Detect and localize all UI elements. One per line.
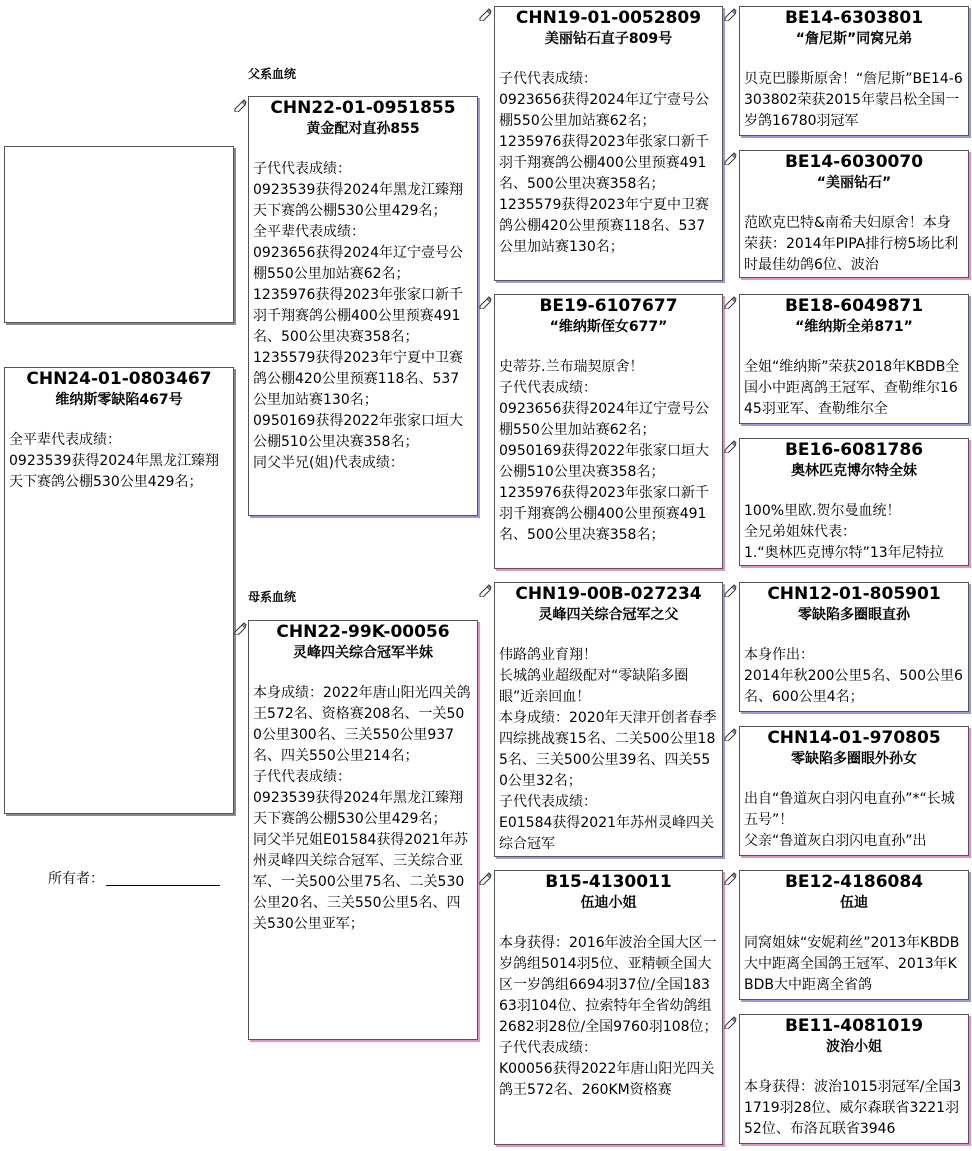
- pigeon-description: 100%里欧.贺尔曼血统！ 全兄弟姐妹代表： 1.“奥林匹克博尔特”13年尼特拉: [744, 503, 944, 561]
- pigeon-ring-number: CHN19-01-0052809: [515, 8, 702, 28]
- owner-label: 所有者：: [48, 871, 104, 887]
- pigeon-description: 子代代表成绩： 0923656获得2024年辽宁壹号公棚550公里加站赛62名； 1235976获得2023年张家口新千羽千翔赛鸽公棚400公里预赛491名、500公里决赛358名； 1235579获得2023年宁夏中卫赛鸽公棚420公里预赛118名、537公里加站赛130名；: [499, 71, 709, 255]
- pigeon-name: 伍迪小姐: [580, 895, 637, 911]
- pigeon-name: “詹尼斯”同窝兄弟: [795, 31, 913, 47]
- pigeon-description: 伟路鸽业育翔！ 长城鸽业超级配对“零缺陷多圈眼”近亲回血！ 本身成绩：2020年天津开创者春季四综挑战赛15名、二关500公里185名、三关500公里39名、四关550公里32名； 子代代表成绩： E01584获得2021年苏州灵峰四关综合冠军: [499, 647, 717, 852]
- sire-sire-dam-pigeon-card[interactable]: [739, 150, 969, 278]
- pigeon-name: 维纳斯零缺陷467号: [55, 392, 183, 408]
- pigeon-description: 史蒂芬.兰布瑞契原舍！ 子代代表成绩： 0923656获得2024年辽宁壹号公棚550公里加站赛62名； 0950169获得2022年张家口垣大公棚510公里决赛358名； 1235976获得2023年张家口新千羽千翔赛鸽公棚400公里预赛491名、500公里决赛358名；: [499, 359, 709, 543]
- pigeon-description: 本身作出： 2014年秋200公里5名、500公里6名、600公里4名；: [744, 647, 963, 705]
- pigeon-name: 灵峰四关综合冠军半妹: [293, 645, 433, 661]
- edit-pencil-icon[interactable]: [724, 584, 737, 597]
- edit-pencil-icon[interactable]: [724, 1016, 737, 1029]
- pigeon-ring-number: CHN12-01-805901: [767, 584, 941, 604]
- maternal-section-label: 母系血统: [248, 590, 297, 604]
- pigeon-ring-number: CHN22-01-0951855: [270, 98, 456, 118]
- pigeon-description: 本身获得：2016年波治全国大区一岁鸽组5014羽5位、亚精顿全国大区一岁鸽组6694羽37位/全国18363羽104位、拉索特年全省幼鸽组2682羽28位/全国9760羽108位； 子代代表成绩： K00056获得2022年唐山阳光四关鸽王572名、260KM资格赛: [499, 935, 718, 1098]
- pigeon-ring-number: CHN14-01-970805: [767, 728, 941, 748]
- pigeon-ring-number: BE11-4081019: [784, 1016, 924, 1036]
- dam-sire-sire-pigeon-card[interactable]: [739, 582, 969, 712]
- sire-dam-dam-pigeon-card[interactable]: [739, 438, 969, 566]
- pigeon-name: “维纳斯全弟871”: [795, 319, 913, 335]
- edit-pencil-icon[interactable]: [479, 8, 492, 21]
- pigeon-name: 伍迪: [840, 895, 868, 911]
- owner-field: [48, 868, 220, 888]
- dam-dam-dam-pigeon-card[interactable]: [739, 1014, 969, 1144]
- pigeon-name: 波治小姐: [826, 1039, 882, 1055]
- pigeon-ring-number: CHN24-01-0803467: [26, 369, 212, 389]
- dam-pigeon-card[interactable]: [248, 620, 478, 1040]
- paternal-section-label: 父系血统: [248, 67, 297, 81]
- pigeon-name: 零缺陷多圈眼直孙: [798, 607, 910, 623]
- sire-dam-sire-pigeon-card[interactable]: [739, 294, 969, 424]
- dam-sire-pigeon-card[interactable]: [494, 582, 723, 857]
- pigeon-ring-number: BE18-6049871: [784, 296, 924, 316]
- edit-pencil-icon[interactable]: [479, 872, 492, 885]
- pigeon-description: 同窝姐妹“安妮莉丝”2013年KBDB大中距离全国鸽王冠军、2013年KBDB大中距离全省鸽: [744, 935, 960, 993]
- dam-dam-sire-pigeon-card[interactable]: [739, 870, 969, 1000]
- edit-pencil-icon[interactable]: [234, 622, 247, 635]
- pigeon-ring-number: B15-4130011: [545, 872, 672, 892]
- edit-pencil-icon[interactable]: [724, 440, 737, 453]
- photo-frame: [4, 146, 234, 323]
- sire-pigeon-card[interactable]: [248, 96, 478, 516]
- pigeon-description: 本身成绩：2022年唐山阳光四关鸽王572名、资格赛208名、一关500公里300名、三关550公里937名、四关550公里214名； 子代代表成绩： 0923539获得2024年黑龙江臻翔天下赛鸽公棚530公里429名； 同父半兄姐E01584获得2021年苏州灵峰四关综合冠军、三关综合亚军、一关500公里75名、二关530公里20名、三关550公里5名、四关530公里亚军；: [253, 685, 471, 932]
- edit-pencil-icon[interactable]: [724, 8, 737, 21]
- owner-underline: [106, 885, 220, 886]
- edit-pencil-icon[interactable]: [724, 728, 737, 741]
- edit-pencil-icon[interactable]: [724, 152, 737, 165]
- pigeon-name: 奥林匹克博尔特全妹: [791, 463, 917, 479]
- subject-pigeon-card[interactable]: [4, 367, 234, 814]
- dam-dam-pigeon-card[interactable]: [494, 870, 723, 1145]
- pigeon-name: 零缺陷多圈眼外孙女: [791, 751, 917, 767]
- sire-sire-sire-pigeon-card[interactable]: [739, 6, 969, 136]
- edit-pencil-icon[interactable]: [724, 872, 737, 885]
- pigeon-name: 美丽钻石直子809号: [544, 31, 673, 47]
- pigeon-description: 本身获得：波治1015羽冠军/全国31719羽28位、威尔森联省3221羽52位、布洛瓦联省3946: [744, 1079, 962, 1137]
- pigeon-description: 范欧克巴特&南希夫妇原舍！本身荣获：2014年PIPA排行榜5场比利时最佳幼鸽6位、波治: [744, 215, 959, 273]
- pigeon-name: 黄金配对直孙855: [306, 121, 420, 137]
- pigeon-ring-number: BE16-6081786: [784, 440, 924, 460]
- pigeon-description: 贝克巴滕斯原舍！“詹尼斯”BE14-6303802荣获2015年蒙吕松全国一岁鸽16780羽冠军: [744, 71, 963, 129]
- sire-dam-pigeon-card[interactable]: [494, 294, 723, 569]
- pigeon-description: 子代代表成绩： 0923539获得2024年黑龙江臻翔天下赛鸽公棚530公里429名； 全平辈代表成绩： 0923656获得2024年辽宁壹号公棚550公里加站赛62名； 1235976获得2023年张家口新千羽千翔赛鸽公棚400公里预赛491名、500公里决赛358名； 1235579获得2023年宁夏中卫赛鸽公棚420公里预赛118名、537公里加站赛130名； 0950169获得2022年张家口垣大公棚510公里决赛358名； 同父半兄(姐)代表成绩：: [253, 161, 463, 471]
- dam-sire-dam-pigeon-card[interactable]: [739, 726, 969, 856]
- sire-sire-pigeon-card[interactable]: [494, 6, 723, 281]
- pigeon-ring-number: CHN22-99K-00056: [276, 622, 450, 642]
- edit-pencil-icon[interactable]: [234, 99, 247, 112]
- pigeon-description: 出自“鲁道灰白羽闪电直孙”*“长城五号”！ 父亲“鲁道灰白羽闪电直孙”出: [744, 791, 955, 849]
- pigeon-description: 全姐“维纳斯”荣获2018年KBDB全国小中距离鸽王冠军、查勒维尔1645羽亚军、查勒维尔全: [744, 359, 960, 417]
- pigeon-ring-number: BE19-6107677: [539, 296, 678, 316]
- pigeon-name: “维纳斯侄女677”: [549, 319, 668, 335]
- pigeon-name: “美丽钻石”: [816, 175, 892, 191]
- pigeon-ring-number: BE12-4186084: [784, 872, 924, 892]
- edit-pencil-icon[interactable]: [724, 296, 737, 309]
- pigeon-ring-number: BE14-6030070: [784, 152, 924, 172]
- edit-pencil-icon[interactable]: [479, 296, 492, 309]
- pigeon-name: 灵峰四关综合冠军之父: [538, 607, 679, 623]
- edit-pencil-icon[interactable]: [479, 584, 492, 597]
- pigeon-ring-number: CHN19-00B-027234: [515, 584, 702, 604]
- pigeon-ring-number: BE14-6303801: [784, 8, 924, 28]
- pigeon-description: 全平辈代表成绩： 0923539获得2024年黑龙江臻翔天下赛鸽公棚530公里429名；: [9, 432, 219, 490]
